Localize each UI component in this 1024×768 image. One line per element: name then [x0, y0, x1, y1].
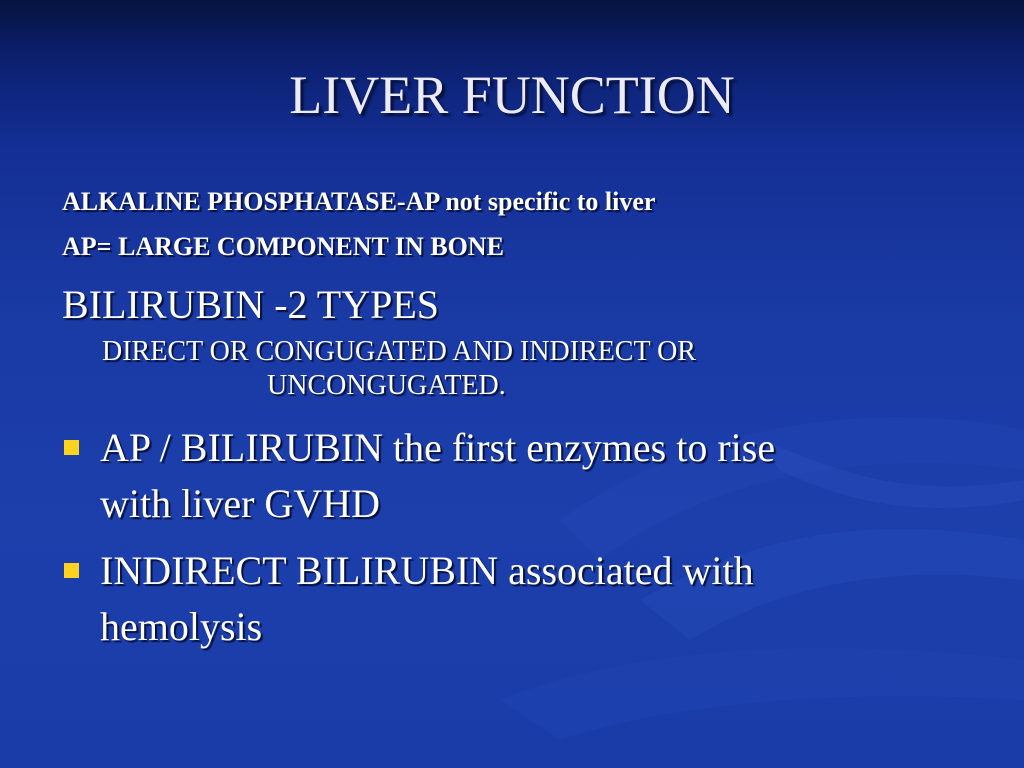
square-bullet-icon: [64, 440, 79, 455]
ap-bone-line: AP= LARGE COMPONENT IN BONE: [62, 232, 504, 261]
bullet-1-line-1: AP / BILIRUBIN the first enzymes to rise: [100, 425, 776, 470]
square-bullet-icon: [64, 563, 79, 578]
ap-note: not specific to liver: [438, 187, 656, 216]
bilirubin-sub-line-2: UNCONGUGATED.: [267, 370, 506, 401]
ap-line: [62, 186, 655, 218]
slide-title: LIVER FUNCTION: [289, 65, 735, 125]
bilirubin-heading: BILIRUBIN -2 TYPES: [62, 282, 440, 327]
ap-term: ALKALINE PHOSPHATASE-AP: [62, 187, 439, 216]
bullet-2-line-2: hemolysis: [100, 604, 263, 649]
bullet-1-line-2: with liver GVHD: [100, 481, 380, 526]
bilirubin-sub-line-1: DIRECT OR CONGUGATED AND INDIRECT OR: [102, 336, 696, 367]
bullet-2-line-1: INDIRECT BILIRUBIN associated with: [100, 548, 754, 593]
